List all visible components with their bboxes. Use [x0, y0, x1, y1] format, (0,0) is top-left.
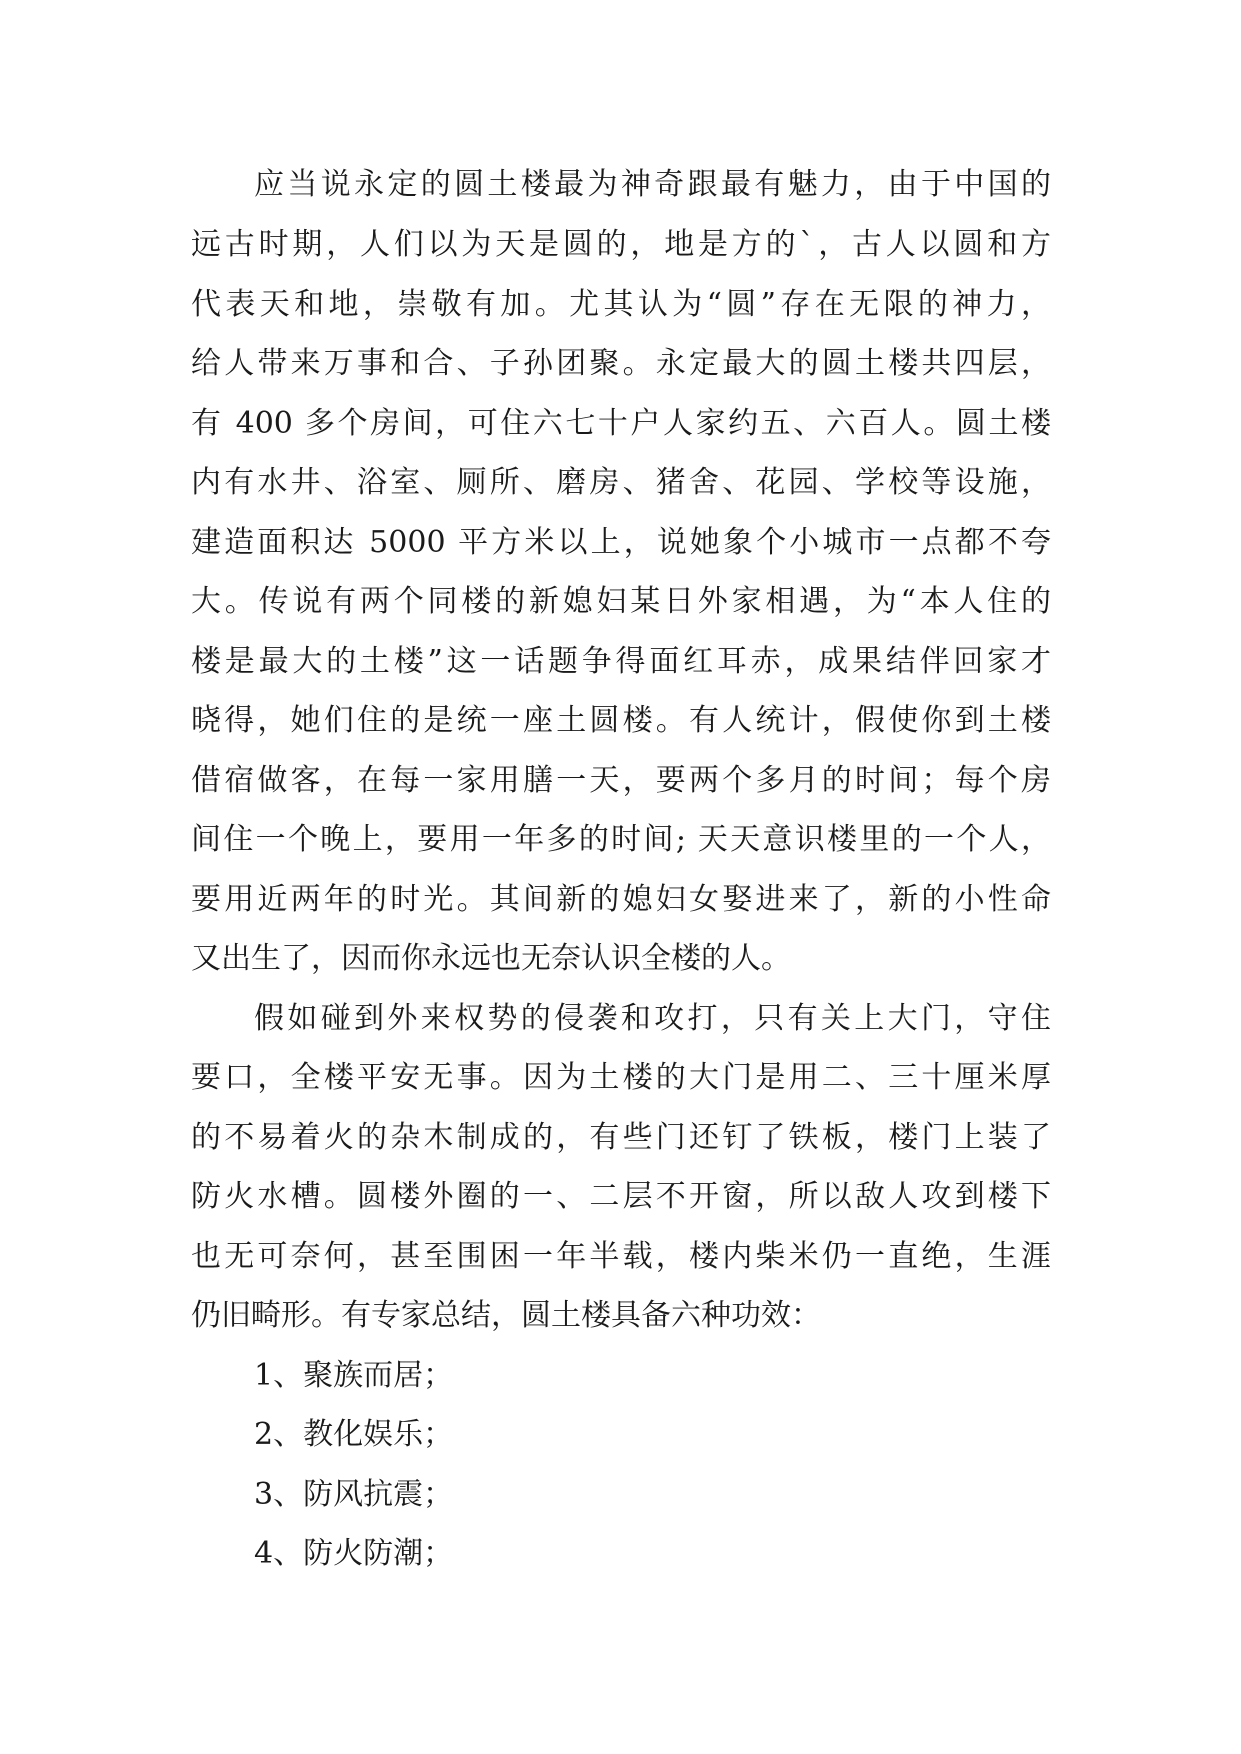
paragraph-line: 有 400 多个房间，可住六七十户人家约五、六百人。圆土楼 — [191, 406, 1051, 441]
paragraph-line: 要口，全楼平安无事。因为土楼的大门是用二、三十厘米厚 — [191, 1060, 1051, 1095]
paragraph-line: 要用近两年的时光。其间新的媳妇女娶进来了，新的小性命 — [191, 882, 1051, 917]
paragraph-line: 内有水井、浴室、厕所、磨房、猪舍、花园、学校等设施， — [191, 465, 1051, 500]
paragraph-line: 建造面积达 5000 平方米以上，说她象个小城市一点都不夸 — [191, 525, 1051, 560]
paragraph-line: 晓得，她们住的是统一座土圆楼。有人统计，假使你到土楼 — [191, 703, 1051, 738]
list-item: 1、聚族而居； — [254, 1358, 454, 1393]
list-item: 4、防火防潮； — [254, 1536, 454, 1571]
paragraph-line: 又出生了，因而你永远也无奈认识全楼的人。 — [191, 941, 791, 976]
list-item: 2、教化娱乐； — [254, 1417, 454, 1452]
paragraph-line: 远古时期，人们以为天是圆的，地是方的`，古人以圆和方 — [191, 227, 1051, 262]
paragraph-line: 应当说永定的圆土楼最为神奇跟最有魅力，由于中国的 — [254, 167, 1051, 202]
paragraph-line: 借宿做客，在每一家用膳一天，要两个多月的时间；每个房 — [191, 763, 1051, 798]
paragraph-line: 仍旧畸形。有专家总结，圆土楼具备六种功效： — [191, 1298, 821, 1333]
paragraph-line: 大。传说有两个同楼的新媳妇某日外家相遇，为“本人住的 — [191, 584, 1051, 619]
paragraph-line: 给人带来万事和合、子孙团聚。永定最大的圆土楼共四层， — [191, 346, 1051, 381]
paragraph-line: 假如碰到外来权势的侵袭和攻打，只有关上大门，守住 — [254, 1001, 1051, 1036]
paragraph-line: 间住一个晚上，要用一年多的时间; 天天意识楼里的一个人， — [191, 822, 1051, 857]
paragraph-line: 代表天和地，崇敬有加。尤其认为“圆”存在无限的神力， — [191, 287, 1051, 322]
list-item: 3、防风抗震； — [254, 1477, 454, 1512]
paragraph-line: 楼是最大的土楼”这一话题争得面红耳赤，成果结伴回家才 — [191, 644, 1051, 679]
paragraph-line: 也无可奈何，甚至围困一年半载，楼内柴米仍一直绝，生涯 — [191, 1239, 1051, 1274]
paragraph-line: 的不易着火的杂木制成的，有些门还钉了铁板，楼门上装了 — [191, 1120, 1051, 1155]
paragraph-line: 防火水槽。圆楼外圈的一、二层不开窗，所以敌人攻到楼下 — [191, 1179, 1051, 1214]
